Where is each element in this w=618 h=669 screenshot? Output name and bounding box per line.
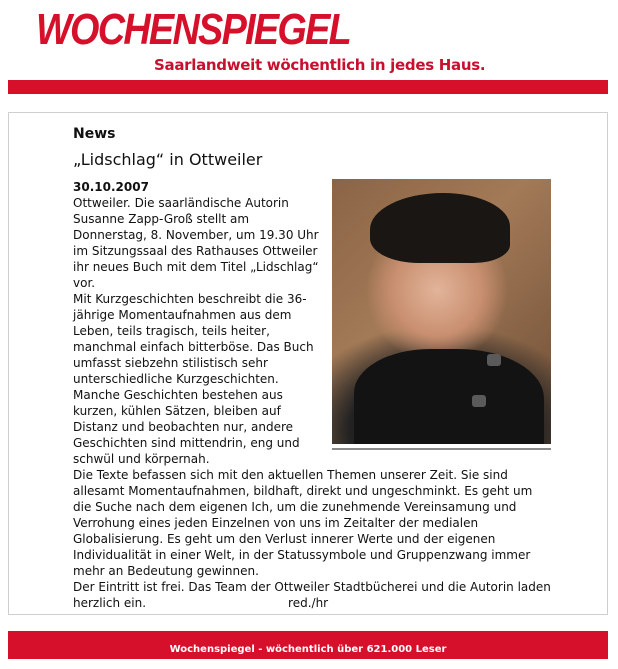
header-red-bar <box>8 80 608 94</box>
article-container <box>8 112 608 615</box>
article-title: „Lidschlag“ in Ottweiler <box>73 150 263 169</box>
footer-bar: Wochenspiegel - wöchentlich über 621.000 Leser <box>8 631 608 659</box>
author-signoff: red./hr <box>288 596 329 610</box>
masthead-tagline: Saarlandweit wöchentlich in jedes Haus. <box>154 56 486 74</box>
article-paragraph: Der Eintritt ist frei. Das Team der Ottweiler Stadtbücherei und die Autorin laden herzlich ein. <box>73 580 551 610</box>
wochenspiegel-logo[interactable]: WOCHENSPIEGEL <box>36 5 351 54</box>
article-photo-wrapper <box>332 179 553 453</box>
photo-divider <box>332 448 551 450</box>
article-body <box>73 195 553 611</box>
article-paragraph-closing <box>73 579 553 611</box>
article-paragraph: Ottweiler. Die saarländische Autorin Susanne Zapp-Groß stellt am Donnerstag, 8. November, um 19.30 Uhr im Sitzungssaal des Rathauses Ottweiler ihr neues Buch mit dem Titel „Lidschlag“ vor. <box>73 196 319 290</box>
author-photo <box>332 179 551 444</box>
masthead <box>36 5 486 76</box>
article-paragraph: Die Texte befassen sich mit den aktuellen Themen unserer Zeit. Sie sind allesamt Momentaufnahmen, bildhaft, direkt und ungeschminkt. Es geht um die Suche nach dem eigenen Ich, um die zunehmende Vereinsamung und Verrohung eines jeden Einzelnen von uns im Zeitalter der medialen Globalisierung. Es geht um den Verlust innerer Werte und der eigenen Individualität in einer Welt, in der Statussymbole und Gruppenzwang immer mehr an Bedeutung gewinnen. <box>73 468 533 578</box>
article-date: 30.10.2007 <box>73 180 149 194</box>
section-heading: News <box>73 126 116 142</box>
article-paragraph: Mit Kurzgeschichten beschreibt die 36-jährige Momentaufnahmen aus dem Leben, teils tragisch, teils heiter, manchmal einfach bitterböse. Das Buch umfasst siebzehn stilistisch sehr unterschiedliche Kurzgeschichten. Manche Geschichten bestehen aus kurzen, kühlen Sätzen, bleiben auf Distanz und beobachten nur, andere Geschichten sind mittendrin, eng und schwül und körpernah. <box>73 292 314 466</box>
